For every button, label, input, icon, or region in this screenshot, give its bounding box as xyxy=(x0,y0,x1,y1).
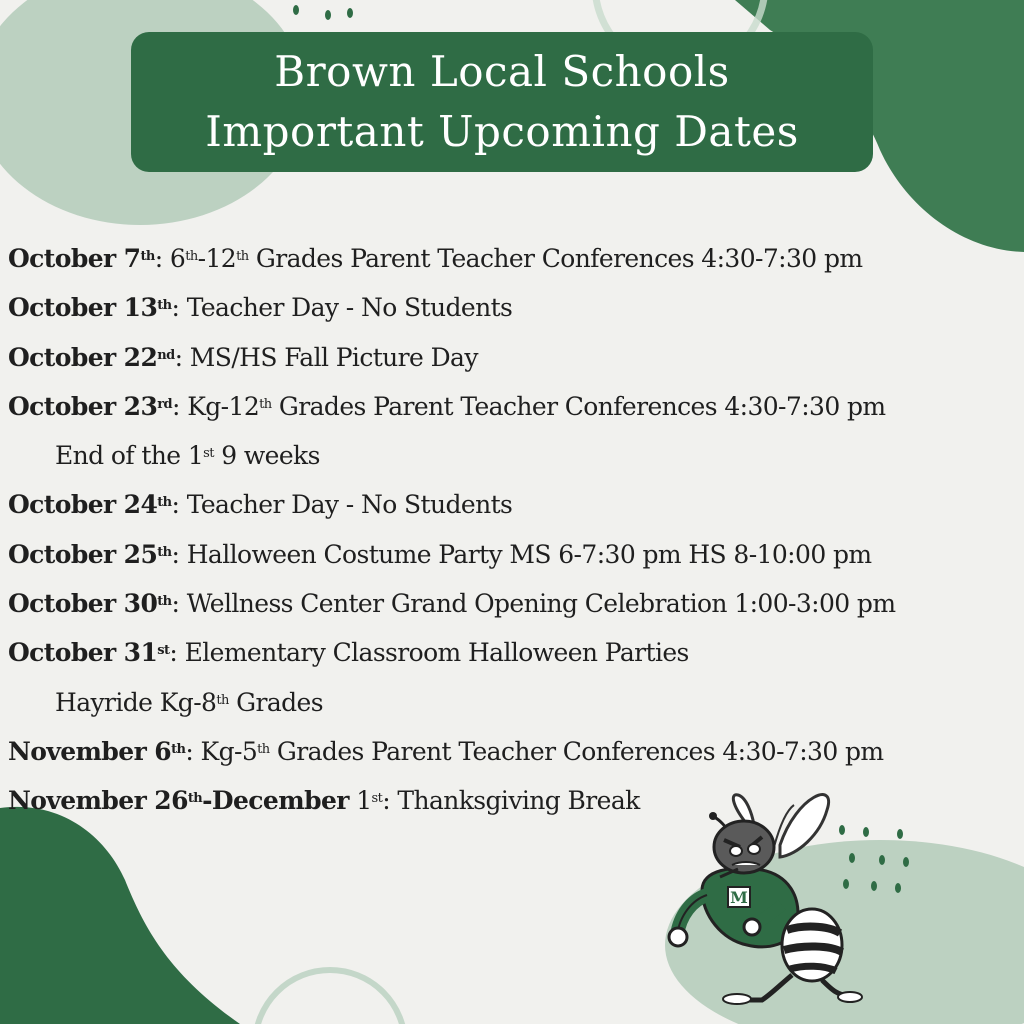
event-row xyxy=(8,234,1014,283)
events-list xyxy=(8,234,1014,826)
event-row xyxy=(8,678,1014,727)
bottom-left-green-blob xyxy=(0,807,240,1024)
event-date: October 13th xyxy=(8,293,172,323)
event-row xyxy=(8,283,1014,332)
title-line-2: Important Upcoming Dates xyxy=(205,107,799,156)
event-date: October 30th xyxy=(8,589,172,619)
event-date: October 25th xyxy=(8,539,172,569)
hornet-mascot-icon xyxy=(662,785,877,1010)
event-description: : Teacher Day - No Students xyxy=(171,490,513,520)
event-row xyxy=(8,628,1014,677)
event-description: : MS/HS Fall Picture Day xyxy=(174,342,478,372)
event-description: End of the 1st 9 weeks xyxy=(55,441,320,471)
event-row xyxy=(8,579,1014,628)
event-description: : Kg-5th Grades Parent Teacher Conferences 4:30-7:30 pm xyxy=(185,736,884,766)
event-row xyxy=(8,727,1014,776)
event-description: 1st: Thanksgiving Break xyxy=(348,786,640,816)
event-date: November 26th-December xyxy=(8,786,349,816)
event-row xyxy=(8,382,1014,431)
event-description: : Wellness Center Grand Opening Celebration 1:00-3:00 pm xyxy=(171,589,896,619)
event-description: Hayride Kg-8th Grades xyxy=(55,687,323,717)
bottom-ring xyxy=(255,970,405,1024)
event-date: November 6th xyxy=(8,736,186,766)
event-date: October 7th xyxy=(8,244,155,273)
event-date: October 23rd xyxy=(8,391,173,421)
event-description: : Elementary Classroom Halloween Parties xyxy=(169,638,689,668)
event-date: October 22nd xyxy=(8,342,175,372)
event-row xyxy=(8,480,1014,529)
event-date: October 24th xyxy=(8,490,172,520)
event-date: October 31st xyxy=(8,638,170,668)
event-row xyxy=(8,431,1014,480)
title-line-1: Brown Local Schools xyxy=(274,47,730,96)
event-row xyxy=(8,333,1014,382)
mascot-shirt-letter: M xyxy=(730,888,748,907)
title-banner xyxy=(131,32,873,172)
event-row xyxy=(8,530,1014,579)
event-description: : Halloween Costume Party MS 6-7:30 pm HS 8-10:00 pm xyxy=(171,539,872,569)
event-description: : 6th-12th Grades Parent Teacher Conferences 4:30-7:30 pm xyxy=(154,244,863,273)
event-description: : Teacher Day - No Students xyxy=(171,293,513,323)
event-description: : Kg-12th Grades Parent Teacher Conferences 4:30-7:30 pm xyxy=(172,391,886,421)
